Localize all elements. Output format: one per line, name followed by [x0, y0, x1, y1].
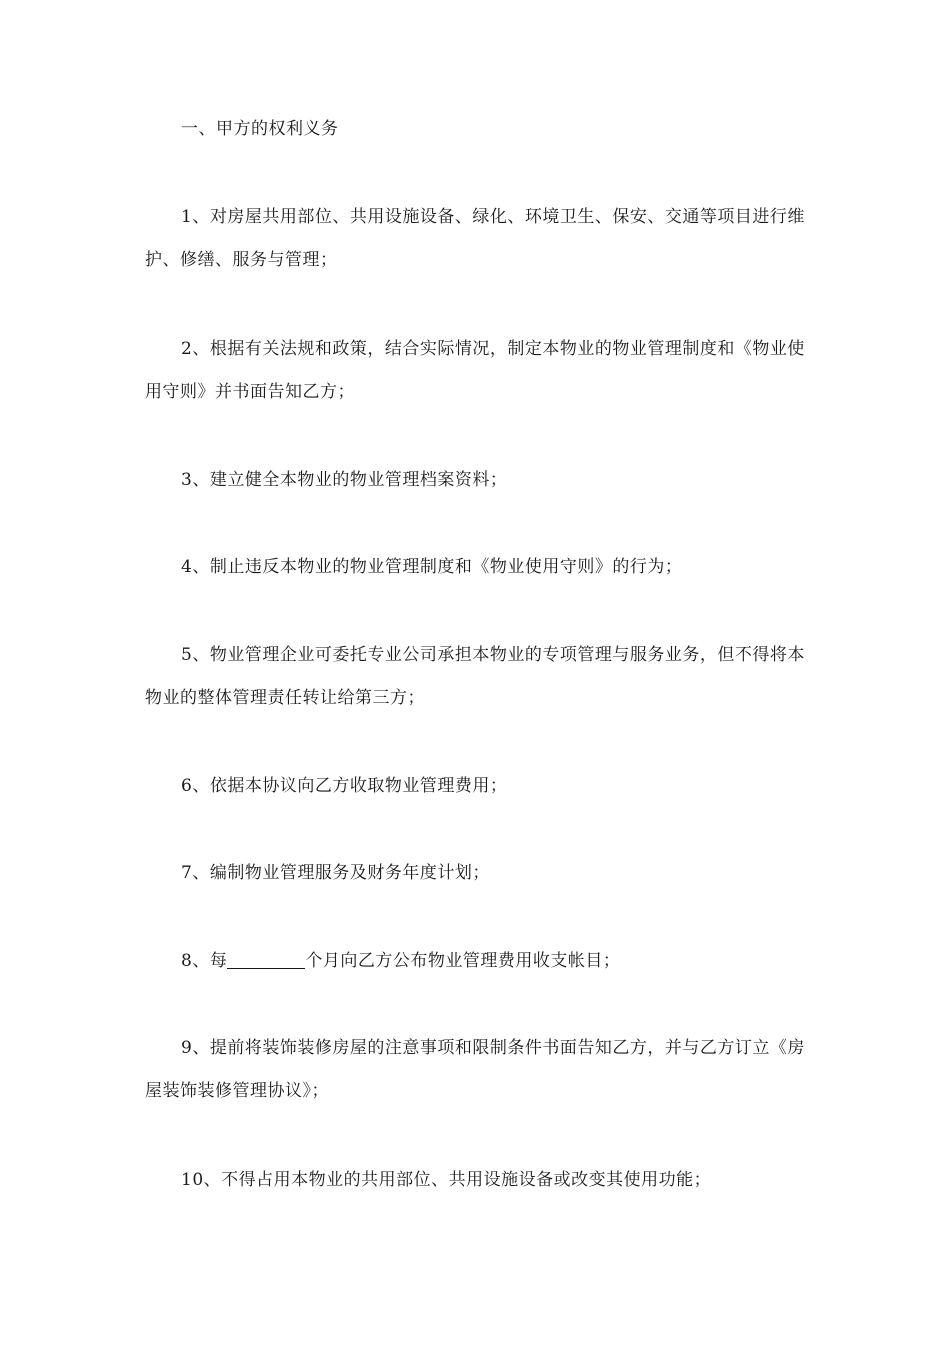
clause-8-prefix: 8、每 — [181, 951, 228, 971]
section-heading: 一、甲方的权利义务 — [181, 119, 339, 139]
clause-6: 6、依据本协议向乙方收取物业管理费用； — [181, 776, 508, 796]
clause-9: 9、提前将装饰装修房屋的注意事项和限制条件书面告知乙方，并与乙方订立《房屋装饰装修管理协议》； — [145, 1038, 805, 1101]
clause-1: 1、对房屋共用部位、共用设施设备、绿化、环境卫生、保安、交通等项目进行维护、修缮、服务与管理； — [145, 207, 805, 270]
clause-10: 10、不得占用本物业的共用部位、共用设施设备或改变其使用功能； — [181, 1170, 712, 1190]
clause-2: 2、根据有关法规和政策，结合实际情况，制定本物业的物业管理制度和《物业使用守则》并书面告知乙方； — [145, 339, 805, 402]
clause-8-suffix: 个月向乙方公布物业管理费用收支帐目； — [305, 951, 621, 971]
clause-4: 4、制止违反本物业的物业管理制度和《物业使用守则》的行为； — [181, 557, 683, 577]
clause-8 — [145, 940, 815, 983]
clause-7: 7、编制物业管理服务及财务年度计划； — [181, 863, 490, 883]
clause-3: 3、建立健全本物业的物业管理档案资料； — [181, 470, 508, 490]
clause-5: 5、物业管理企业可委托专业公司承担本物业的专项管理与服务业务，但不得将本物业的整体管理责任转让给第三方； — [145, 645, 805, 708]
fill-in-blank — [227, 967, 305, 969]
